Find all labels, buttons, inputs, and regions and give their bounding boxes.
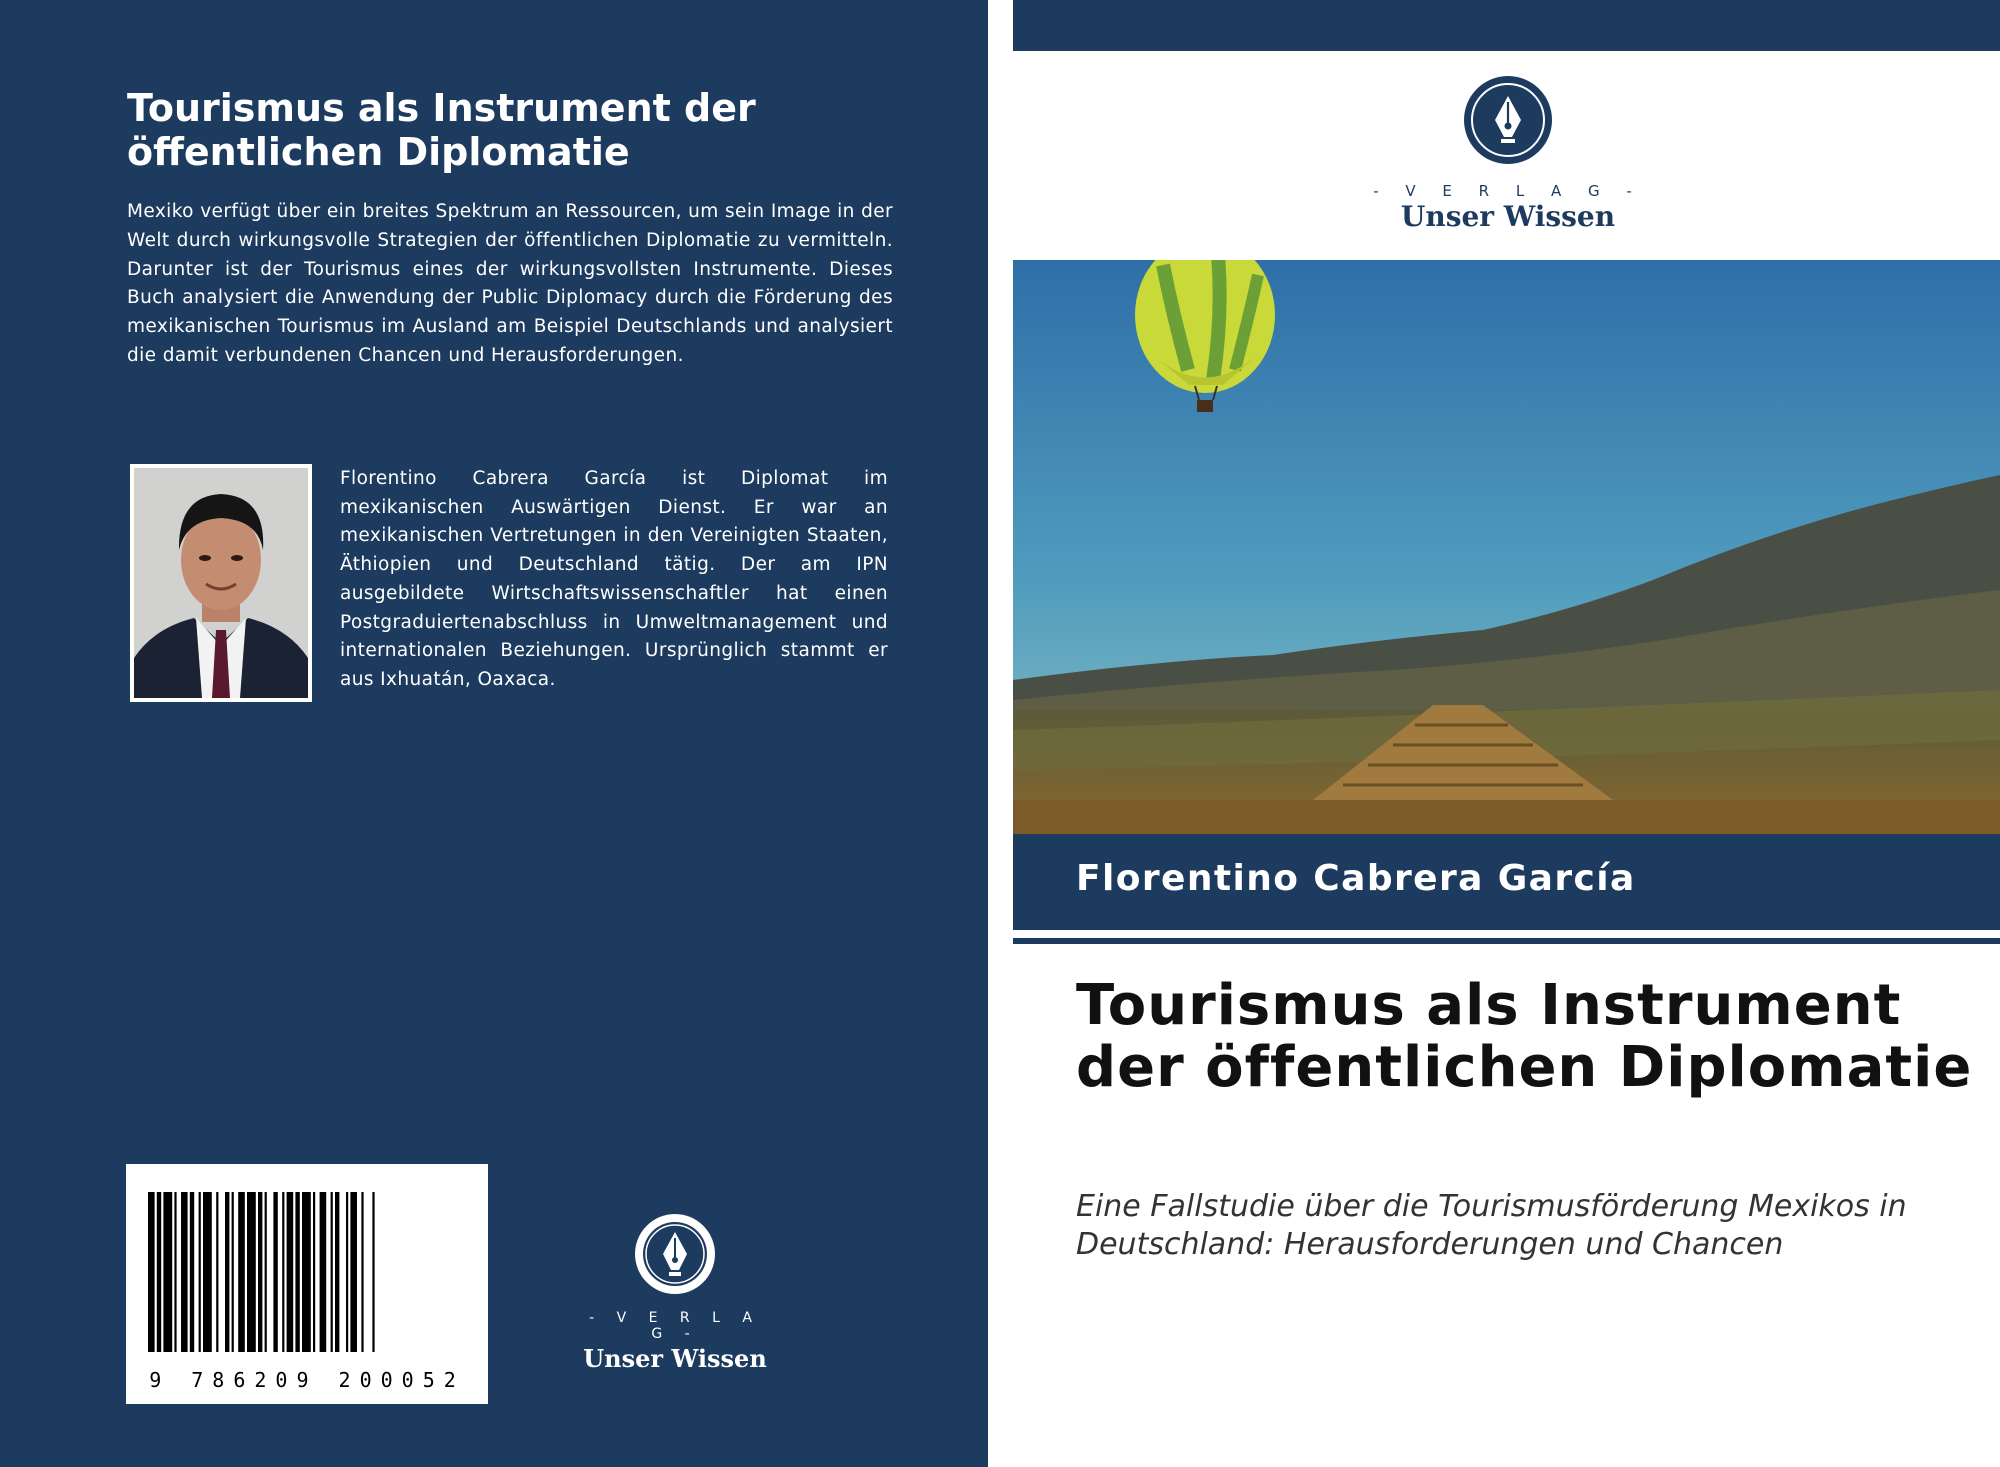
barcode-bar [258,1192,262,1352]
front-cover [1013,0,2000,1467]
barcode-bar [361,1192,363,1352]
barcode-bar [295,1192,299,1352]
barcode-bar [335,1192,339,1352]
divider [1013,938,2000,944]
barcode-bar [225,1192,229,1352]
barcode-bar [174,1192,176,1352]
back-cover-blurb: Mexiko verfügt über ein breites Spektrum an Ressourcen, um sein Image in der Welt durch wirkungsvolle Strategien der öffentlichen Diplomatie zu vermitteln. Darunter ist der Tourismus eines der wirkungsvollsten Instrumente. Dieses Buch analysiert die Anwendung der Public Diplomacy durch die Förderung des mexikanischen Tourismus im Ausland am Beispiel Deutschlands und analysiert die damit verbundenen Chancen und Herausforderungen. [127,201,893,366]
isbn-digits: 9 786209 200052 [149,1368,465,1392]
isbn-barcode [126,1164,488,1404]
barcode-bar [190,1192,194,1352]
barcode-bar [331,1192,333,1352]
back-publisher-logo [580,1212,770,1373]
cover-photo [1013,260,2000,834]
author-band [1013,834,2000,930]
barcode-bar [181,1192,188,1352]
barcode-bar [265,1192,267,1352]
barcode-bar [372,1192,374,1352]
back-cover-title: Tourismus als Instrument der öffentlichen Diplomatie [127,86,756,174]
front-logo-verlag: - V E R L A G - [1373,182,1643,200]
front-publisher-logo [1373,74,1643,233]
barcode-bar [148,1192,155,1352]
back-logo-verlag: - V E R L A G - [589,1310,761,1342]
front-author-name: Florentino Cabrera García [1076,858,1636,899]
front-cover-subtitle: Eine Fallstudie über die Tourismusförderung Mexikos in Deutschland: Herausforderungen und Chancen [1076,1189,1907,1262]
front-logo-name: Unser Wissen [1400,200,1616,233]
barcode-bar [163,1192,172,1352]
barcode-bar [216,1192,218,1352]
barcode-bar [247,1192,256,1352]
barcode-bar [203,1192,212,1352]
pen-nib-icon [1462,74,1554,166]
barcode-bar [302,1192,311,1352]
barcode-bar [346,1192,348,1352]
barcode-bar [199,1192,201,1352]
barcode-bar [287,1192,294,1352]
front-top-bar [1013,0,2000,51]
front-cover-title: Tourismus als Instrument der öffentlichen Diplomatie [1076,973,1973,1100]
back-cover [0,0,988,1467]
pen-nib-icon [633,1212,717,1296]
book-spine [988,0,1013,1467]
back-logo-name: Unser Wissen [583,1344,767,1373]
barcode-bar [282,1192,284,1352]
author-photo [130,464,312,702]
barcode-bar [238,1192,245,1352]
barcode-bar [273,1192,277,1352]
barcode-bar [320,1192,327,1352]
barcode-bar [232,1192,234,1352]
barcode-bar [350,1192,357,1352]
author-bio: Florentino Cabrera García ist Diplomat im mexikanischen Auswärtigen Dienst. Er war an mexikanischen Vertretungen in den Vereinigten Staaten, Äthiopien und Deutschland tätig. Der am IPN ausgebildete Wirtschaftswissenschaftler hat einen Postgraduiertenabschluss in Umweltmanagement und internationalen Beziehungen. Ursprünglich stammt er aus Ixhuatán, Oaxaca. [340,468,888,690]
barcode-bar [157,1192,161,1352]
barcode-bar [313,1192,315,1352]
